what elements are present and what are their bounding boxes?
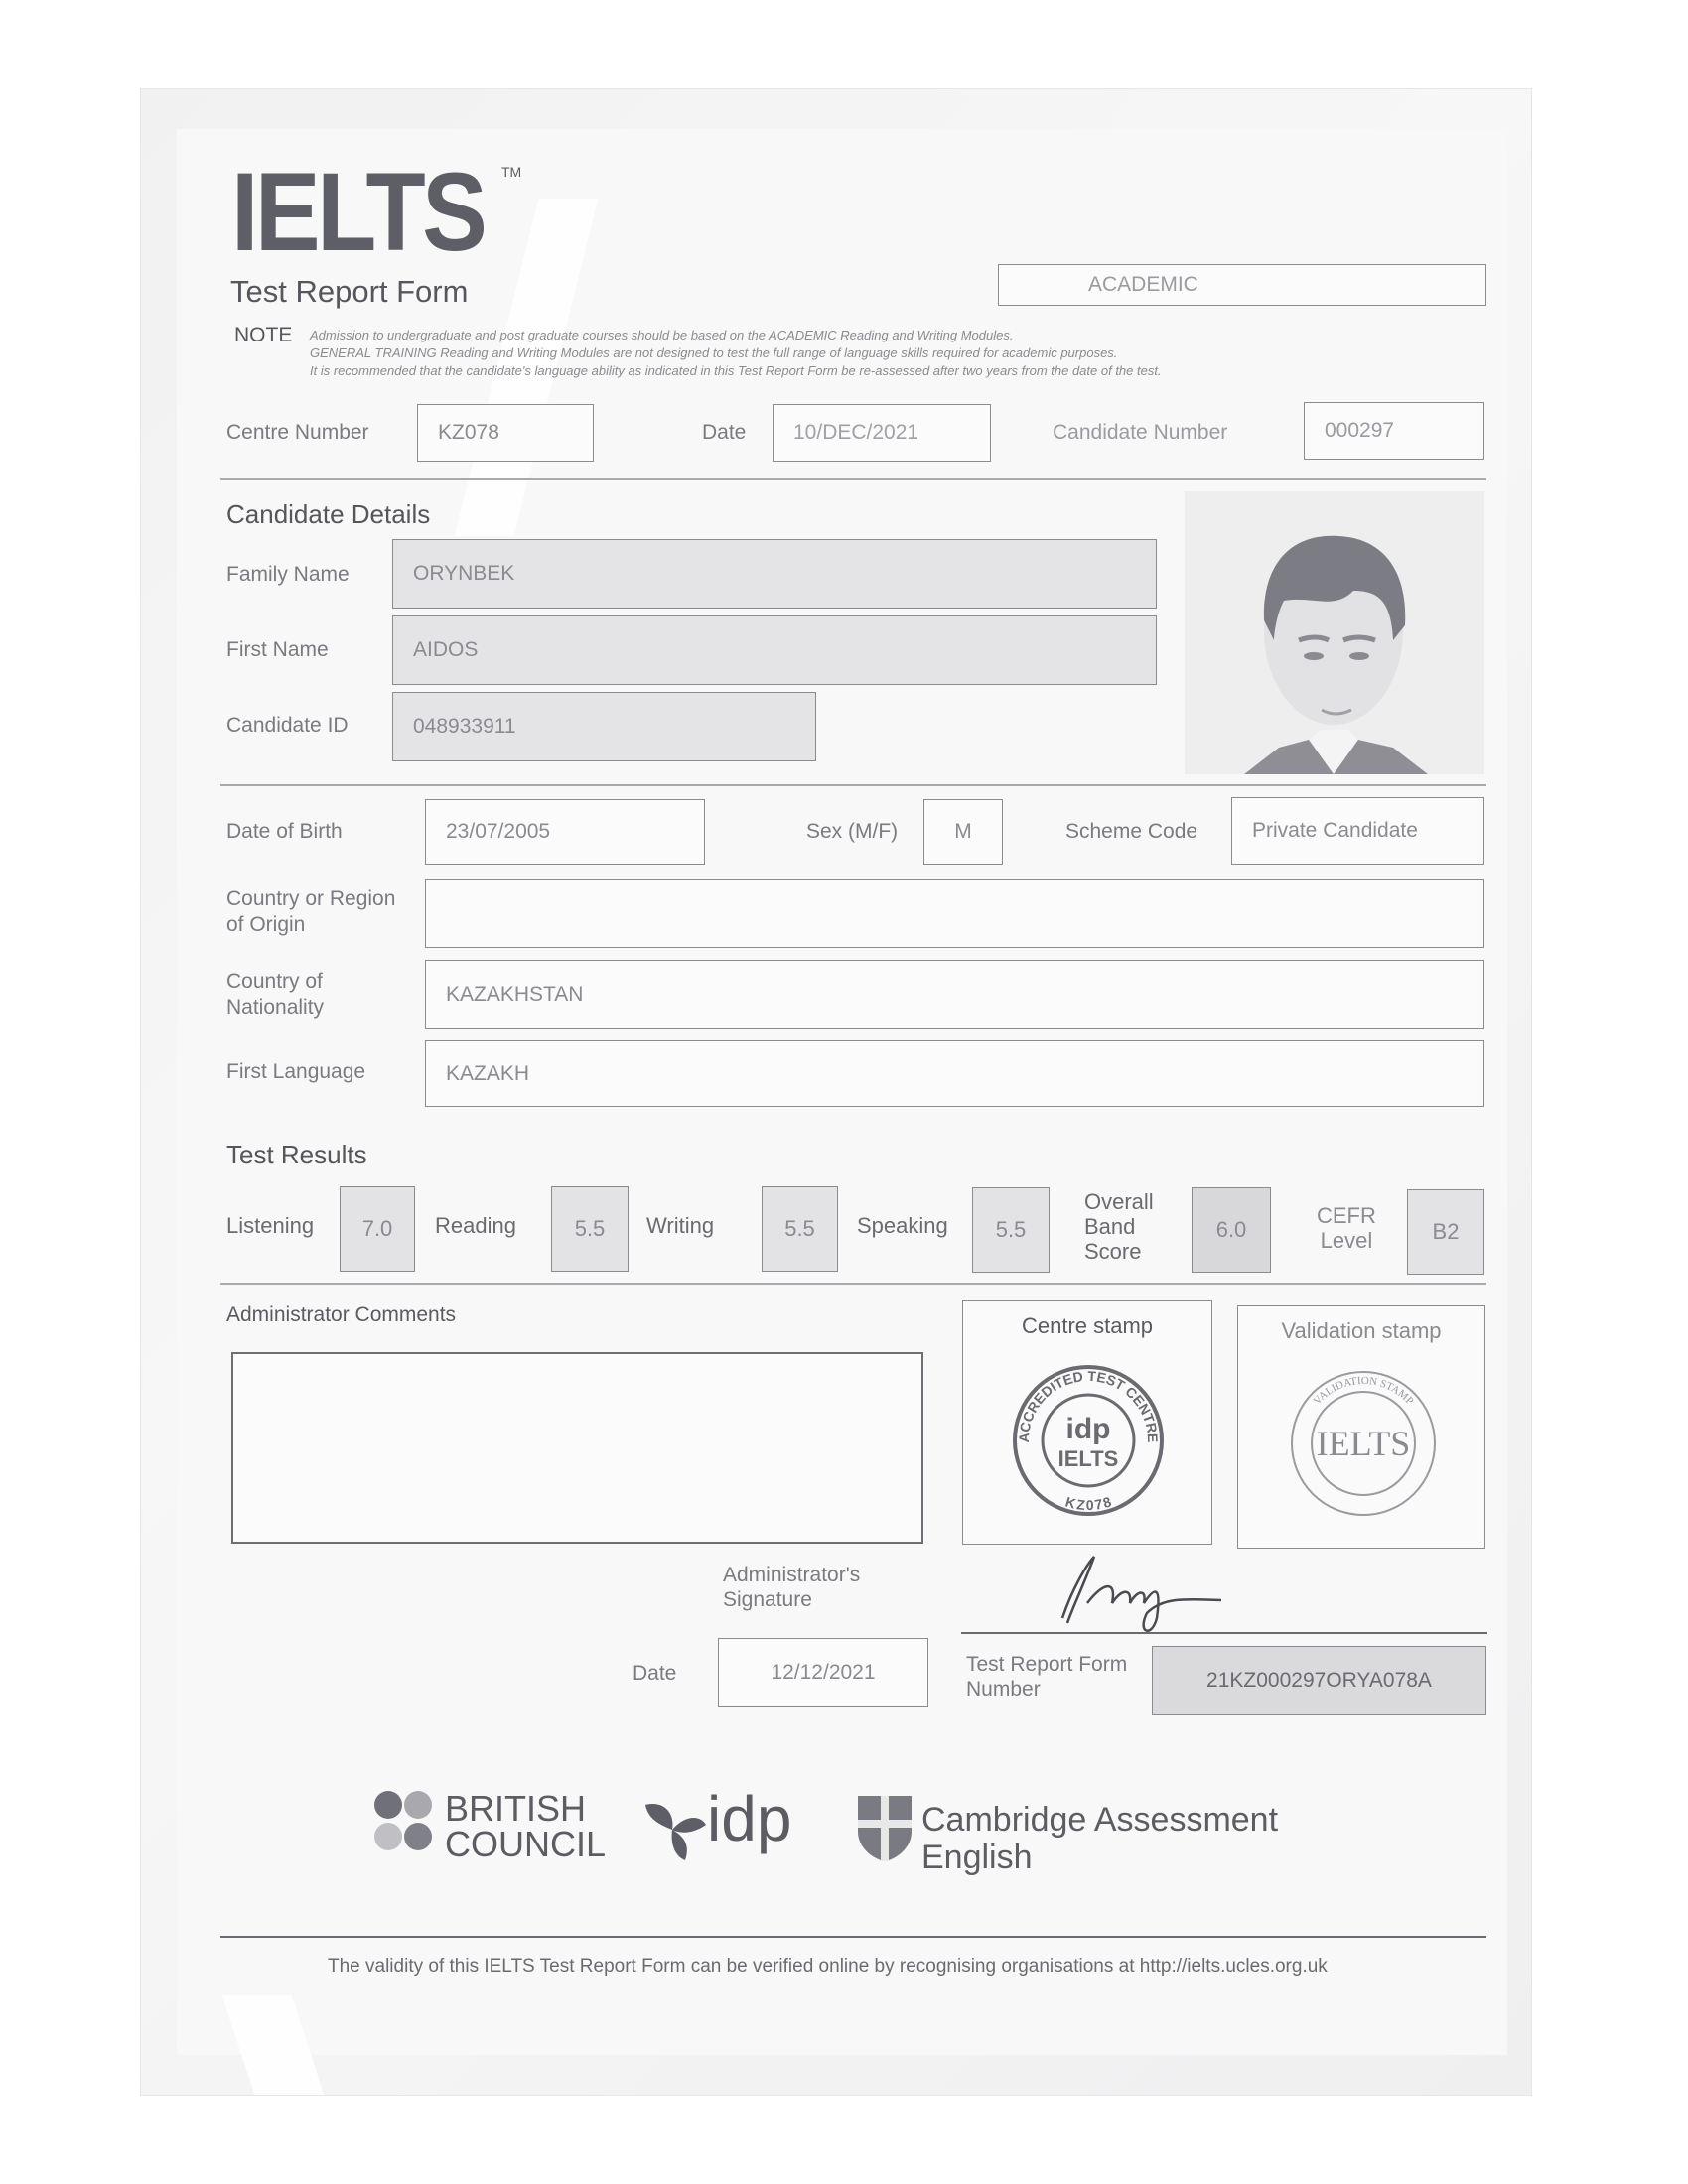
divider [220,1283,1486,1285]
overall-label [1084,1189,1154,1264]
cambridge-line-2: English [921,1839,1033,1876]
listening-value: 7.0 [361,1216,393,1241]
cambridge-line-1: Cambridge Assessment [921,1801,1279,1839]
test-results-heading: Test Results [226,1140,367,1169]
family-name-value: ORYNBEK [413,562,515,585]
family-name-field [392,539,1157,609]
validation-stamp-label: Validation stamp [1281,1318,1442,1343]
dob-label: Date of Birth [226,820,343,843]
note-line-3: It is recommended that the candidate's language ability as indicated in this Test Report Form be re-assessed after two years from the date of the test. [310,363,1162,378]
writing-label: Writing [646,1213,715,1238]
trademark-mark: TM [501,164,522,180]
note-label: NOTE [234,324,293,346]
candidate-portrait-icon [1185,491,1484,774]
module-value: ACADEMIC [1088,273,1198,296]
cefr-value: B2 [1432,1219,1460,1244]
overall-score [1192,1187,1271,1273]
cambridge-logo [921,1801,1278,1876]
origin-label [226,887,395,938]
candidate-photo [1185,491,1484,774]
scheme-code-label: Scheme Code [1065,820,1198,843]
family-name-label: Family Name [226,563,350,586]
overall-label-line-2: Band [1084,1214,1136,1239]
centre-number-field [417,404,594,462]
candidate-number-value: 000297 [1325,419,1395,442]
candidate-details-heading: Candidate Details [226,499,431,529]
idp-logo: idp [707,1783,792,1854]
candidate-id-label: Candidate ID [226,714,349,737]
first-language-value: KAZAKH [446,1061,530,1085]
first-language-label: First Language [226,1060,366,1083]
reading-score [551,1186,629,1272]
nationality-value: KAZAKHSTAN [446,983,584,1006]
note-line-1: Admission to undergraduate and post graduate courses should be based on the ACADEMIC Reading and Writing Modules. [310,328,1014,342]
cefr-label-line-1: CEFR [1317,1203,1376,1228]
signature-line [961,1632,1487,1634]
listening-score [340,1186,415,1272]
nationality-label-line-1: Country of [226,970,323,993]
speaking-value: 5.5 [995,1217,1027,1242]
validation-stamp-seal-icon [1286,1366,1441,1521]
test-date-value: 10/DEC/2021 [793,421,919,444]
overall-value: 6.0 [1215,1217,1247,1242]
centre-stamp-seal-icon [1011,1363,1166,1518]
british-council-line-1: BRITISH [445,1788,587,1829]
scheme-code-value: Private Candidate [1252,819,1418,842]
overall-label-line-1: Overall [1084,1189,1154,1214]
note-line-2: GENERAL TRAINING Reading and Writing Modules are not designed to test the full range of language skills required for academic purposes. [310,345,1118,360]
admin-comments-field [231,1352,923,1544]
scheme-code-field [1231,797,1484,865]
british-council-logo [445,1788,607,1864]
first-name-field [392,615,1157,685]
candidate-number-field [1304,402,1484,460]
writing-score [762,1186,838,1272]
signature-label-line-1: Administrator's [723,1564,861,1586]
origin-label-line-1: Country or Region [226,887,396,910]
trf-label-line-1: Test Report Form [966,1653,1128,1676]
speaking-label: Speaking [857,1213,948,1238]
candidate-number-label: Candidate Number [1053,421,1228,444]
trf-number-label [966,1652,1127,1702]
test-date-field [773,404,991,462]
divider [220,784,1486,786]
dob-value: 23/07/2005 [446,820,551,843]
candidate-id-field [392,692,816,761]
centre-number-label: Centre Number [226,421,369,444]
signature-label [723,1563,860,1612]
sex-field [923,799,1003,865]
date-label: Date [702,421,747,444]
footer-divider [220,1936,1486,1938]
page-title: Test Report Form [230,274,469,309]
candidate-id-value: 048933911 [413,715,516,738]
svg-text:KZ078 [1063,1493,1113,1513]
divider [220,478,1486,480]
cefr-label-line-2: Level [1320,1228,1373,1253]
sex-value: M [954,820,972,843]
trf-label-line-2: Number [966,1678,1041,1701]
reading-label: Reading [435,1213,516,1238]
sex-label: Sex (M/F) [806,820,899,843]
centre-stamp-ring-text: ACCREDITED TEST CENTRE [1015,1367,1162,1443]
centre-stamp-center-2: IELTS [1057,1446,1119,1471]
speaking-score [972,1187,1050,1273]
issue-date-value: 12/12/2021 [771,1661,876,1684]
ielts-logo: IELTS [231,150,485,274]
nationality-label [226,969,324,1021]
centre-stamp-center-1: idp [1065,1413,1111,1445]
trf-number-value: 21KZ000297ORYA078A [1206,1669,1432,1692]
signature-label-line-2: Signature [723,1588,812,1611]
dob-field [425,799,705,865]
issue-date-field [718,1638,928,1707]
reading-value: 5.5 [574,1216,606,1241]
administrator-signature [1043,1549,1301,1638]
centre-stamp-code-text: KZ078 [1063,1493,1113,1514]
cambridge-shield-icon [856,1794,914,1863]
centre-stamp-box [962,1300,1212,1545]
nationality-label-line-2: Nationality [226,996,325,1019]
cefr-label [1317,1203,1376,1253]
verification-note: The validity of this IELTS Test Report Form can be verified online by recognising organisations at http://ielts.ucles.org.uk [328,1956,1328,1977]
first-language-field [425,1040,1484,1107]
listening-label: Listening [226,1213,315,1238]
first-name-value: AIDOS [413,638,479,661]
admin-comments-label: Administrator Comments [226,1303,457,1326]
origin-field [425,879,1484,948]
validation-stamp-ring-text: VALIDATION STAMP [1311,1374,1416,1408]
centre-number-value: KZ078 [438,421,499,444]
nationality-field [425,960,1484,1029]
validation-stamp-box [1237,1305,1485,1549]
origin-label-line-2: of Origin [226,913,306,936]
first-name-label: First Name [226,638,329,661]
centre-stamp-label: Centre stamp [1021,1313,1154,1338]
writing-value: 5.5 [784,1216,815,1241]
overall-label-line-3: Score [1084,1239,1142,1264]
british-council-dots-icon [372,1787,442,1856]
issue-date-label: Date [633,1662,677,1685]
trf-number-field [1152,1646,1486,1715]
module-field [998,264,1486,306]
british-council-line-2: COUNCIL [445,1824,607,1864]
validation-stamp-center: IELTS [1316,1424,1411,1463]
cefr-level [1407,1189,1484,1275]
idp-logo-icon [640,1795,710,1864]
